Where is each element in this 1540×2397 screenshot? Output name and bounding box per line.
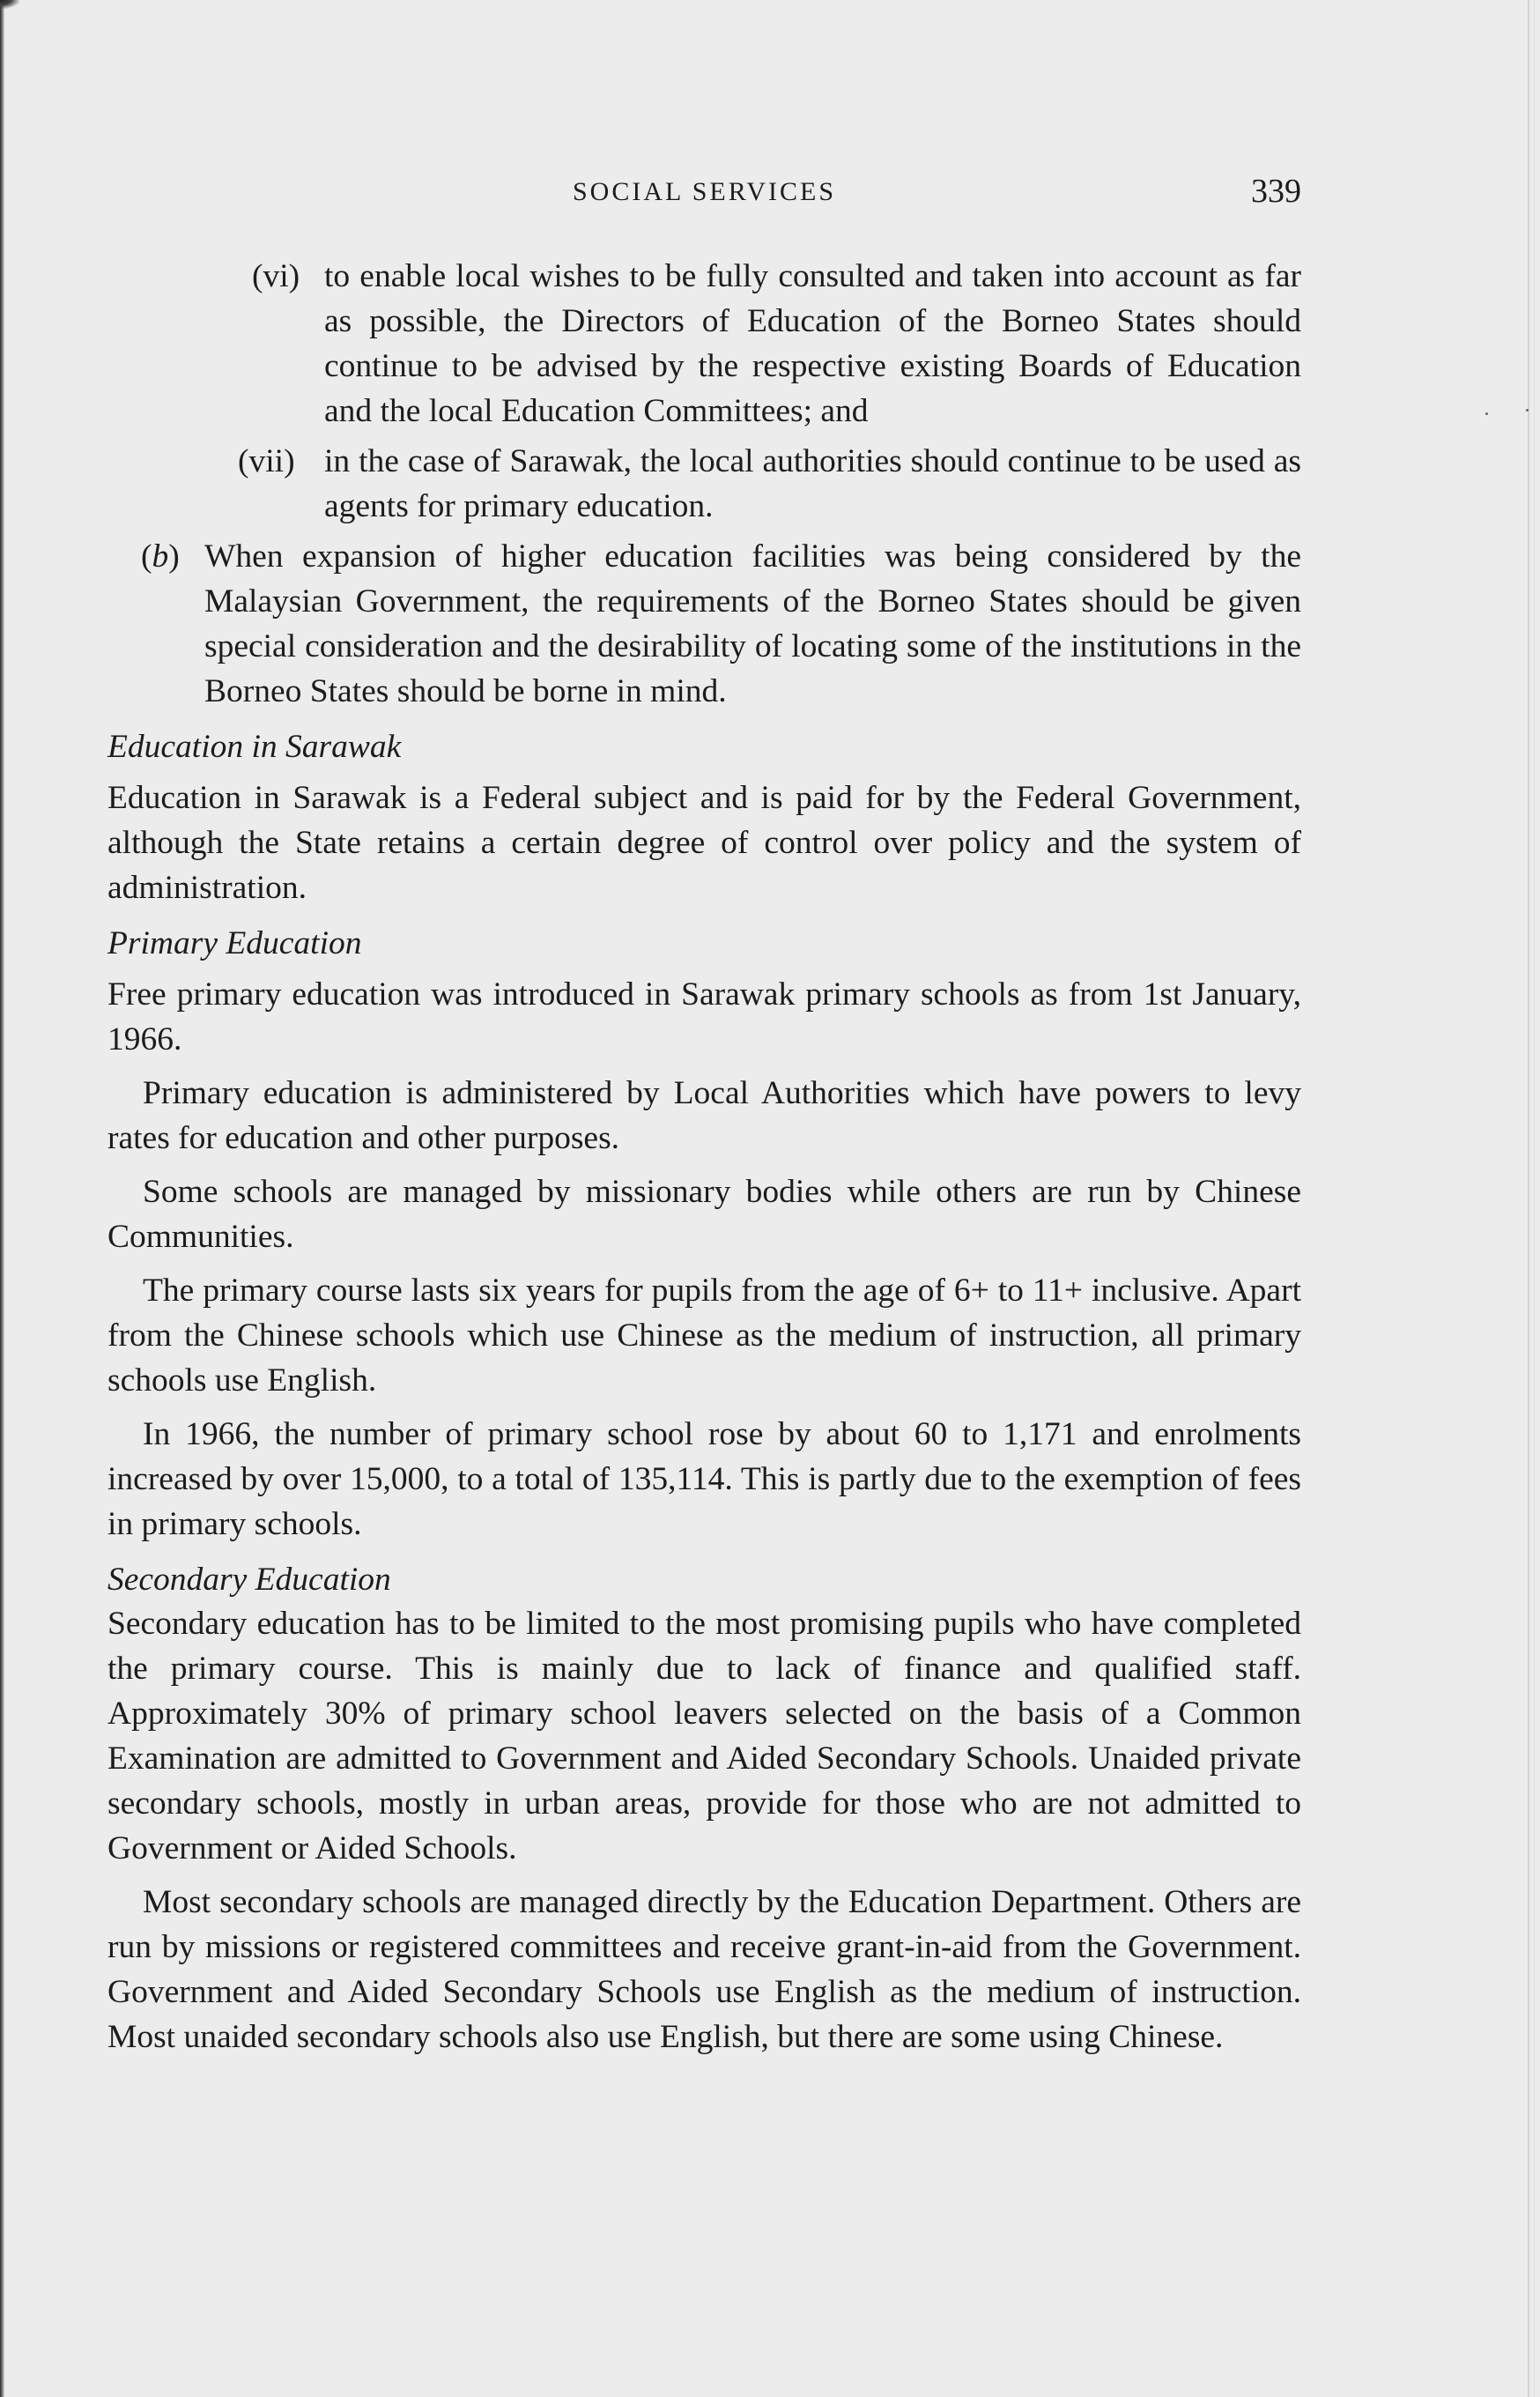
list-item-vii	[107, 439, 1301, 529]
marker-letter: b	[152, 538, 169, 575]
paragraph: Secondary education has to be limited to the most promising pupils who have completed the primary course. This is mainly due to lack of finance and qualified staff. Approximately 30% of primary school leavers selected on the basis of a Common Examination are admitted to Government and Aided Secondary Schools. Unaided private secondary schools, mostly in urban areas, provide for those who are not admitted to Government or Aided Schools.	[107, 1606, 1301, 1866]
page-number: 339	[1251, 173, 1301, 210]
page-corner-shadow	[0, 0, 19, 9]
list-item-text: in the case of Sarawak, the local authorities should continue to be used as agents for primary education.	[324, 443, 1301, 524]
paragraph: Most secondary schools are managed directly by the Education Department. Others are run by missions or registered committees and receive grant-in-aid from the Government. Government and Aided Secondary Schools use English as the medium of instruction. Most unaided secondary schools also use English, but there are some using Chinese.	[107, 1884, 1301, 2055]
running-head	[107, 172, 1301, 212]
marker-paren-close: )	[168, 538, 180, 575]
scan-speck	[1485, 412, 1488, 415]
paragraph: Some schools are managed by missionary bodies while others are run by Chinese Communities.	[107, 1174, 1301, 1255]
list-marker: (vi)	[252, 258, 300, 294]
list-item-text: When expansion of higher education facilities was being considered by the Malaysian Government, the requirements of the Borneo States should be given special consideration and the desirability of locating some of the institutions in the Borneo States should be borne in mind.	[204, 538, 1301, 709]
paragraph: The primary course lasts six years for pupils from the age of 6+ to 11+ inclusive. Apart from the Chinese schools which use Chinese as the medium of instruction, all primary schools use English.	[107, 1273, 1301, 1399]
list-marker	[141, 534, 180, 579]
section-heading-education-in-sarawak: Education in Sarawak	[107, 729, 402, 765]
paragraph: Education in Sarawak is a Federal subject and is paid for by the Federal Government, although the State retains a certain degree of control over policy and the system of administration.	[107, 780, 1301, 906]
list-item-text: to enable local wishes to be fully consulted and taken into account as far as possible, the Directors of Education of the Borneo States should continue to be advised by the respective existing Boards of Education and the local Education Committees; and	[324, 258, 1301, 429]
page-right-edge-inner	[1534, 0, 1535, 2397]
page-left-edge	[0, 0, 4, 2397]
page-body	[107, 254, 1301, 2059]
paragraph: In 1966, the number of primary school rose by about 60 to 1,171 and enrolments increased by over 15,000, to a total of 135,114. This is partly due to the exemption of fees in primary schools.	[107, 1416, 1301, 1542]
list-item-vi	[107, 254, 1301, 434]
running-title: SOCIAL SERVICES	[572, 177, 837, 206]
paragraph: Free primary education was introduced in Sarawak primary schools as from 1st January, 1966.	[107, 976, 1301, 1058]
scan-speck	[1526, 409, 1529, 412]
list-marker: (vii)	[238, 443, 295, 479]
paragraph: Primary education is administered by Local Authorities which have powers to levy rates for education and other purposes.	[107, 1075, 1301, 1156]
section-heading-secondary-education: Secondary Education	[107, 1562, 391, 1598]
section-heading-primary-education: Primary Education	[107, 925, 362, 961]
page-right-edge	[1528, 0, 1529, 2397]
list-item-b	[107, 534, 1301, 714]
marker-paren-open: (	[141, 538, 152, 575]
